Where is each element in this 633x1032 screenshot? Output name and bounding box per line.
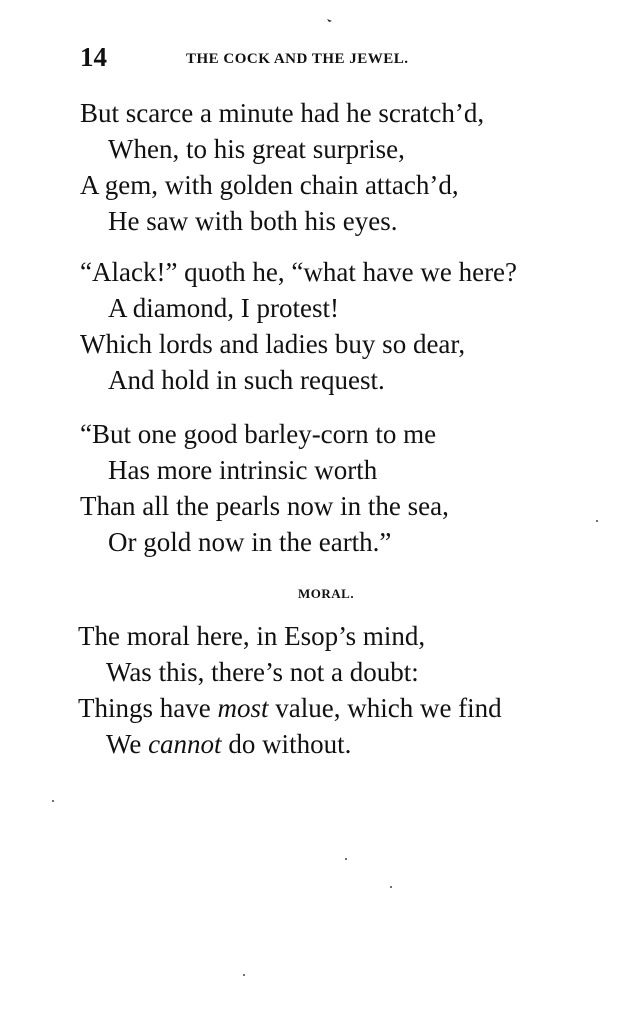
verse-line: “But one good barley-corn to me [80, 419, 437, 449]
moral-line: The moral here, in Esop’s mind, [78, 621, 426, 651]
scan-speck [345, 858, 347, 860]
moral-heading: MORAL. [298, 586, 355, 601]
running-head: THE COCK AND THE JEWEL. [186, 51, 409, 67]
verse-line: But scarce a minute had he scratch’d, [80, 98, 485, 128]
verse-line: Than all the pearls now in the sea, [80, 491, 449, 521]
moral-text: value, which we find [268, 693, 502, 723]
verse-line: Or gold now in the earth.” [108, 527, 392, 557]
verse-line: Which lords and ladies buy so dear, [80, 329, 466, 359]
moral-text: We [106, 729, 149, 759]
scan-speck [52, 800, 54, 802]
moral-line [106, 728, 351, 760]
verse-line: He saw with both his eyes. [108, 206, 398, 236]
printer-ornament-icon [326, 18, 334, 26]
verse-line: Has more intrinsic worth [108, 455, 378, 485]
moral-emphasis: cannot [148, 729, 222, 759]
moral-text: do without. [221, 729, 352, 759]
scan-speck [390, 886, 392, 888]
verse-line: When, to his great surprise, [108, 134, 405, 164]
verse-line: A diamond, I protest! [108, 293, 339, 323]
scan-speck [596, 520, 598, 522]
moral-text: Things have [78, 693, 218, 723]
moral-emphasis: most [217, 693, 269, 723]
verse-line: “Alack!” quoth he, “what have we here? [80, 257, 518, 287]
page-number: 14 [80, 42, 107, 72]
scan-speck [243, 974, 245, 976]
moral-line: Was this, there’s not a doubt: [106, 657, 419, 687]
moral-line [78, 692, 502, 724]
verse-line: And hold in such request. [108, 365, 385, 395]
verse-line: A gem, with golden chain attach’d, [80, 170, 459, 200]
